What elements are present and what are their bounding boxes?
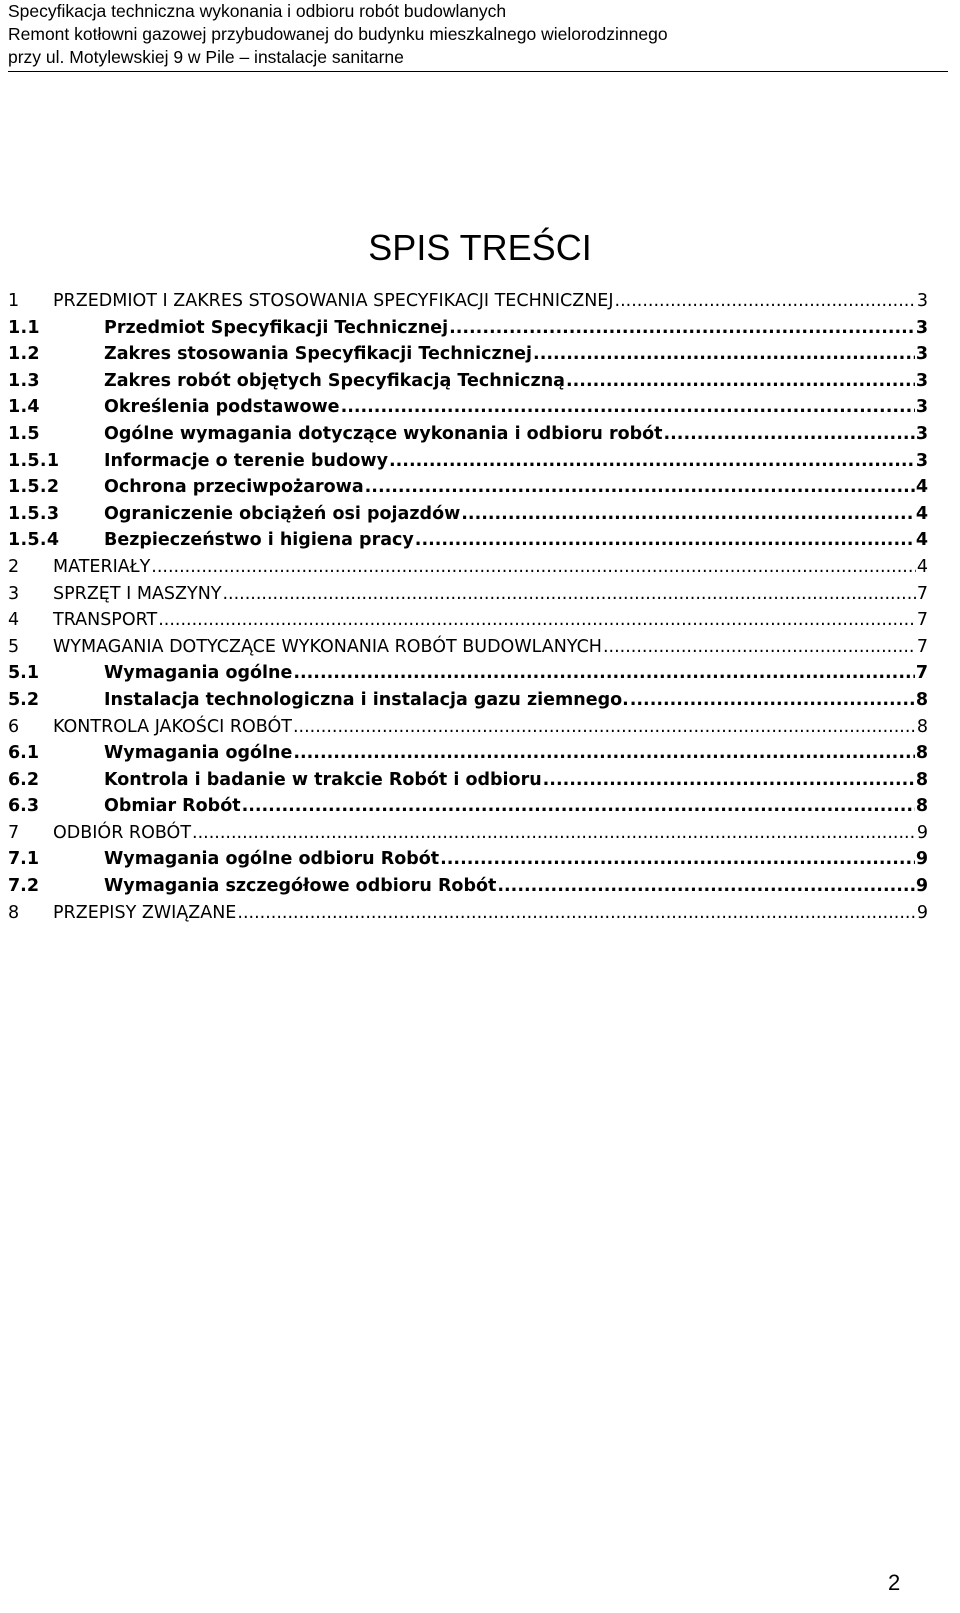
toc-entry[interactable] xyxy=(8,554,928,581)
toc-entry-number: 1.4 xyxy=(8,397,40,418)
dot-leader xyxy=(293,714,916,741)
dot-leader xyxy=(543,767,915,794)
toc-entry-number: 2 xyxy=(8,556,20,577)
dot-leader xyxy=(151,554,916,581)
header-title-line: Specyfikacja techniczna wykonania i odbioru robót budowlanych xyxy=(8,1,507,21)
toc-entry-number: 1.5.2 xyxy=(8,477,60,498)
dot-leader xyxy=(237,900,915,927)
toc-entry-number: 7.2 xyxy=(8,876,40,897)
toc-entry-number: 1.5.1 xyxy=(8,450,60,471)
toc-entry-number: 7 xyxy=(8,822,20,843)
toc-entry[interactable] xyxy=(8,660,928,687)
toc-entry-label: Instalacja technologiczna i instalacja gazu ziemnego. xyxy=(104,689,629,710)
toc-entry-number: 5.1 xyxy=(8,663,40,684)
dot-leader xyxy=(293,660,914,687)
toc-entry-page: 4 xyxy=(915,530,928,551)
toc-entry-page: 3 xyxy=(915,344,928,365)
dot-leader xyxy=(533,341,915,368)
toc-entry-number: 4 xyxy=(8,610,20,631)
toc-entry-page: 3 xyxy=(915,317,928,338)
toc-entry-label: Zakres stosowania Specyfikacji Technicznej xyxy=(104,344,533,365)
toc-entry-number: 6.2 xyxy=(8,769,40,790)
toc-entry-label: PRZEPISY ZWIĄZANE xyxy=(53,902,237,923)
dot-leader xyxy=(449,315,915,342)
dot-leader xyxy=(365,474,915,501)
toc-entry-page: 8 xyxy=(916,716,928,737)
toc-entry-label: Obmiar Robót xyxy=(104,796,241,817)
header-address-line: przy ul. Motylewskiej 9 w Pile – instalacje sanitarne xyxy=(8,47,404,67)
toc-entry-page: 9 xyxy=(915,849,928,870)
toc-entry[interactable] xyxy=(8,714,928,741)
toc-entry[interactable] xyxy=(8,474,928,501)
toc-entry-number: 6 xyxy=(8,716,20,737)
toc-entry-label: ODBIÓR ROBÓT xyxy=(53,822,192,843)
toc-entry[interactable] xyxy=(8,820,928,847)
dot-leader xyxy=(497,873,914,900)
toc-entry-number: 3 xyxy=(8,583,20,604)
toc-entry-page: 8 xyxy=(915,796,928,817)
toc-entry-number: 1.5.4 xyxy=(8,530,60,551)
table-of-contents xyxy=(8,288,928,926)
dot-leader xyxy=(566,368,915,395)
toc-entry[interactable] xyxy=(8,421,928,448)
header-project-line: Remont kotłowni gazowej przybudowanej do budynku mieszkalnego wielorodzinnego xyxy=(8,24,668,44)
toc-entry[interactable] xyxy=(8,793,928,820)
toc-entry[interactable] xyxy=(8,501,928,528)
toc-entry-label: Ogólne wymagania dotyczące wykonania i odbioru robót xyxy=(104,423,663,444)
toc-entry-page: 9 xyxy=(916,902,928,923)
toc-entry[interactable] xyxy=(8,341,928,368)
toc-entry-page: 9 xyxy=(915,876,928,897)
toc-entry-label: MATERIAŁY xyxy=(53,556,151,577)
dot-leader xyxy=(630,687,915,714)
toc-title: SPIS TREŚCI xyxy=(368,227,592,268)
toc-entry-label: Zakres robót objętych Specyfikacją Techniczną xyxy=(104,370,565,391)
toc-entry-page: 9 xyxy=(916,822,928,843)
toc-entry-page: 4 xyxy=(916,556,928,577)
toc-entry-page: 3 xyxy=(916,291,928,311)
toc-entry-number: 1.2 xyxy=(8,344,40,365)
page-header xyxy=(8,0,948,72)
toc-entry[interactable] xyxy=(8,687,928,714)
toc-entry-number: 1.5 xyxy=(8,423,40,444)
page-number: 2 xyxy=(888,1570,901,1595)
dot-leader xyxy=(222,581,915,608)
toc-entry-label: KONTROLA JAKOŚCI ROBÓT xyxy=(53,716,292,737)
toc-entry-number: 5 xyxy=(8,636,20,657)
toc-entry-number: 1 xyxy=(8,291,20,311)
toc-entry-label: PRZEDMIOT I ZAKRES STOSOWANIA SPECYFIKACJI TECHNICZNEJ xyxy=(53,291,614,311)
toc-entry-page: 3 xyxy=(915,397,928,418)
toc-entry-number: 6.1 xyxy=(8,743,40,764)
toc-entry-number: 1.5.3 xyxy=(8,503,60,524)
toc-entry-label: Kontrola i badanie w trakcie Robót i odbioru xyxy=(104,769,542,790)
dot-leader xyxy=(341,394,915,421)
toc-entry-page: 8 xyxy=(915,743,928,764)
toc-entry[interactable] xyxy=(8,607,928,634)
toc-entry-number: 1.3 xyxy=(8,370,40,391)
toc-entry-label: Wymagania szczegółowe odbioru Robót xyxy=(104,876,497,897)
toc-entry[interactable] xyxy=(8,767,928,794)
dot-leader xyxy=(615,288,916,315)
toc-entry-page: 3 xyxy=(915,370,928,391)
dot-leader xyxy=(242,793,915,820)
toc-entry-page: 7 xyxy=(916,583,928,604)
toc-entry[interactable] xyxy=(8,634,928,661)
toc-entry[interactable] xyxy=(8,873,928,900)
dot-leader xyxy=(461,501,915,528)
toc-entry[interactable] xyxy=(8,368,928,395)
dot-leader xyxy=(415,527,915,554)
toc-entry-page: 7 xyxy=(916,610,928,631)
toc-entry-label: Ograniczenie obciążeń osi pojazdów xyxy=(104,503,461,524)
dot-leader xyxy=(389,448,915,475)
toc-entry-page: 3 xyxy=(915,450,928,471)
toc-entry-number: 8 xyxy=(8,902,20,923)
toc-entry-page: 7 xyxy=(916,636,928,657)
dot-leader xyxy=(158,607,916,634)
toc-entry-page: 4 xyxy=(915,503,928,524)
toc-entry-page: 8 xyxy=(915,769,928,790)
dot-leader xyxy=(603,634,916,661)
toc-entry-label: Przedmiot Specyfikacji Technicznej xyxy=(104,317,449,338)
toc-entry[interactable] xyxy=(8,581,928,608)
toc-entry-label: Wymagania ogólne odbioru Robót xyxy=(104,849,440,870)
toc-entry[interactable] xyxy=(8,900,928,927)
toc-entry[interactable] xyxy=(8,315,928,342)
dot-leader xyxy=(664,421,915,448)
toc-entry-page: 3 xyxy=(915,423,928,444)
toc-entry-page: 7 xyxy=(915,663,928,684)
toc-entry[interactable] xyxy=(8,448,928,475)
toc-entry-label: TRANSPORT xyxy=(53,610,158,631)
toc-entry-label: Informacje o terenie budowy xyxy=(104,450,388,471)
toc-entry-number: 6.3 xyxy=(8,796,40,817)
toc-entry-number: 1.1 xyxy=(8,317,40,338)
dot-leader xyxy=(192,820,916,847)
toc-entry-number: 5.2 xyxy=(8,689,40,710)
dot-leader xyxy=(293,740,914,767)
toc-entry[interactable] xyxy=(8,846,928,873)
toc-entry-label: SPRZĘT I MASZYNY xyxy=(53,583,222,604)
toc-entry-label: Ochrona przeciwpożarowa xyxy=(104,477,364,498)
toc-entry[interactable] xyxy=(8,527,928,554)
toc-entry-number: 7.1 xyxy=(8,849,40,870)
toc-entry-label: Wymagania ogólne xyxy=(104,663,293,684)
toc-entry-label: Określenia podstawowe xyxy=(104,397,340,418)
toc-entry-page: 4 xyxy=(915,477,928,498)
toc-entry-page: 8 xyxy=(915,689,928,710)
toc-entry-label: WYMAGANIA DOTYCZĄCE WYKONANIA ROBÓT BUDOWLANYCH xyxy=(53,636,602,657)
toc-entry[interactable] xyxy=(8,394,928,421)
toc-entry[interactable] xyxy=(8,288,928,315)
toc-entry-label: Bezpieczeństwo i higiena pracy xyxy=(104,530,414,551)
toc-entry[interactable] xyxy=(8,740,928,767)
dot-leader xyxy=(440,846,915,873)
toc-entry-label: Wymagania ogólne xyxy=(104,743,293,764)
